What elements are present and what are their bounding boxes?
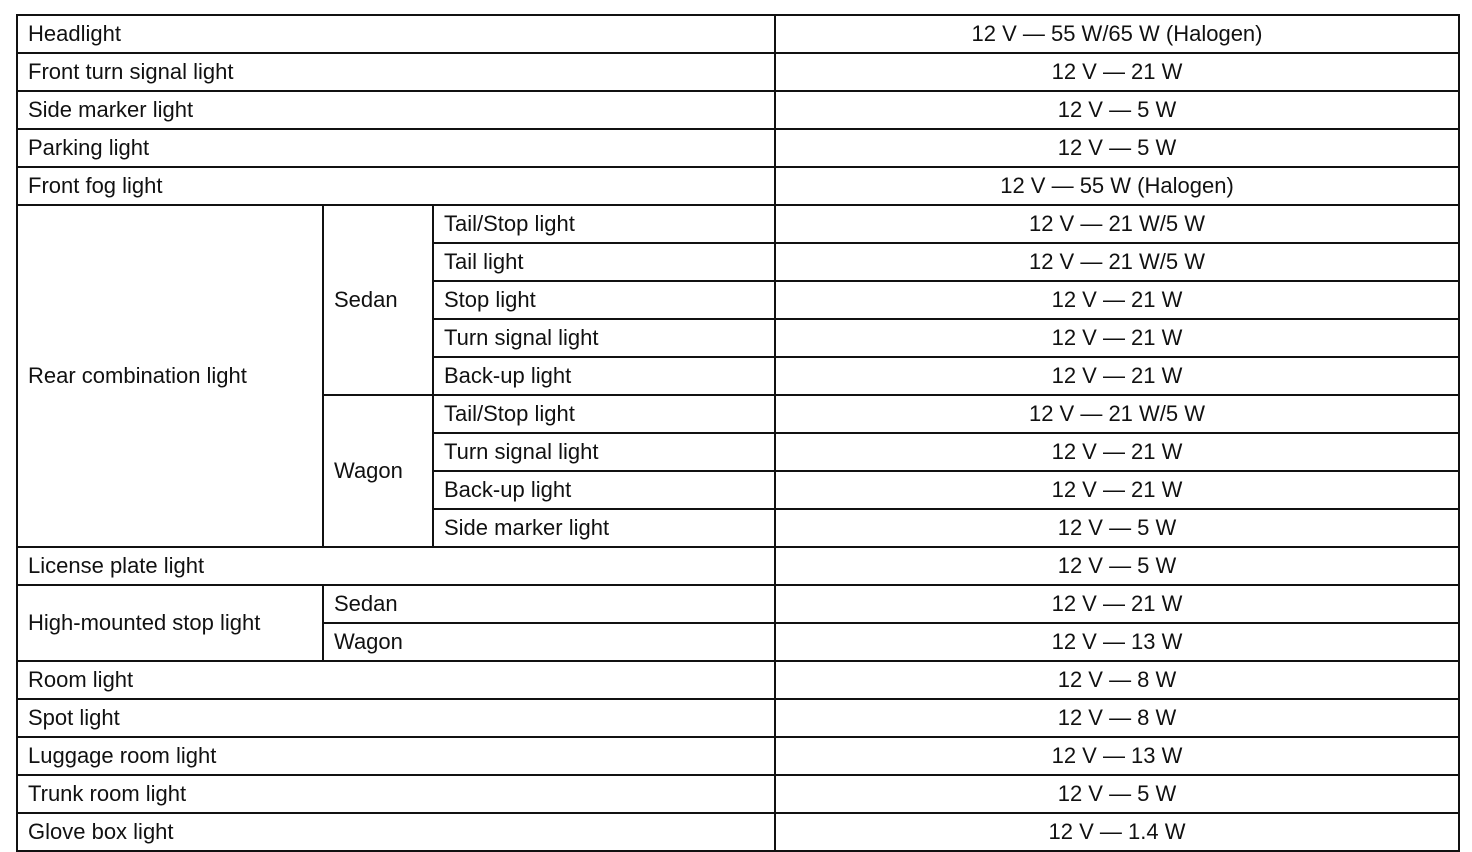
row-value: 12 V — 21 W/5 W [775,395,1459,433]
row-label: Turn signal light [433,433,775,471]
row-label: Front fog light [17,167,775,205]
table-row [17,585,1459,623]
row-value: 12 V — 13 W [775,623,1459,661]
row-value: 12 V — 8 W [775,661,1459,699]
table-row [17,547,1459,585]
table-row [17,167,1459,205]
row-value: 12 V — 21 W [775,357,1459,395]
row-label: Trunk room light [17,775,775,813]
row-label: Stop light [433,281,775,319]
table-row [17,129,1459,167]
row-label: Headlight [17,15,775,53]
row-value: 12 V — 5 W [775,91,1459,129]
row-value: 12 V — 55 W/65 W (Halogen) [775,15,1459,53]
row-label: Side marker light [17,91,775,129]
table-row [17,53,1459,91]
row-value: 12 V — 5 W [775,129,1459,167]
high-mounted-label: High-mounted stop light [17,585,323,661]
row-label: Wagon [323,623,775,661]
row-value: 12 V — 21 W [775,319,1459,357]
row-value: 12 V — 21 W [775,53,1459,91]
row-label: Room light [17,661,775,699]
row-label: Parking light [17,129,775,167]
row-label: Back-up light [433,357,775,395]
table-row [17,91,1459,129]
row-value: 12 V — 1.4 W [775,813,1459,851]
bulb-spec-table [16,14,1460,852]
row-label: Tail light [433,243,775,281]
row-value: 12 V — 55 W (Halogen) [775,167,1459,205]
row-label: Back-up light [433,471,775,509]
row-value: 12 V — 13 W [775,737,1459,775]
row-value: 12 V — 21 W/5 W [775,205,1459,243]
row-label: Turn signal light [433,319,775,357]
row-value: 12 V — 21 W [775,471,1459,509]
row-value: 12 V — 21 W [775,281,1459,319]
row-value: 12 V — 5 W [775,547,1459,585]
row-label: Sedan [323,585,775,623]
table-row [17,699,1459,737]
row-value: 12 V — 5 W [775,509,1459,547]
row-label: Side marker light [433,509,775,547]
row-label: Front turn signal light [17,53,775,91]
row-label: Spot light [17,699,775,737]
row-label: Tail/Stop light [433,395,775,433]
table-row [17,775,1459,813]
row-value: 12 V — 21 W [775,433,1459,471]
row-value: 12 V — 8 W [775,699,1459,737]
table-row [17,205,1459,243]
row-label: Luggage room light [17,737,775,775]
row-label: Tail/Stop light [433,205,775,243]
rear-wagon-label: Wagon [323,395,433,547]
row-value: 12 V — 21 W/5 W [775,243,1459,281]
row-label: License plate light [17,547,775,585]
row-value: 12 V — 5 W [775,775,1459,813]
table-row [17,15,1459,53]
rear-combination-label: Rear combination light [17,205,323,547]
table-row [17,661,1459,699]
table-row [17,737,1459,775]
row-label: Glove box light [17,813,775,851]
rear-sedan-label: Sedan [323,205,433,395]
table-row [17,813,1459,851]
row-value: 12 V — 21 W [775,585,1459,623]
